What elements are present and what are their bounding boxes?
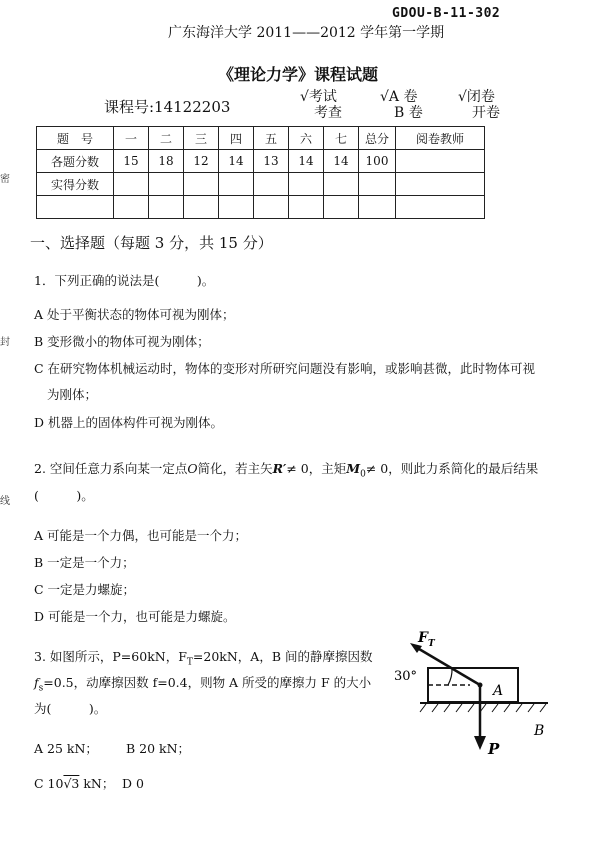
force-point — [478, 683, 483, 688]
exam-title: 《理论力学》课程试题 — [218, 65, 379, 84]
q1-option-a: A 处于平衡状态的物体可视为刚体； — [34, 307, 235, 322]
q3-option-b: B 20 kN； — [126, 741, 191, 756]
q3-option-a: A 25 kN； — [34, 741, 98, 756]
q1-option-c-cont: 为刚体； — [47, 387, 98, 402]
label-ft: $F_T$ — [418, 630, 435, 649]
score-table-blank-row — [37, 196, 485, 219]
paper-version-option: √A 卷 B 卷 — [380, 89, 423, 121]
score-table — [36, 126, 485, 219]
tension-force-arrow — [414, 646, 480, 685]
q2-answer-blank: ( )。 — [34, 488, 94, 503]
q1-option-b: B 变形微小的物体可视为刚体； — [34, 334, 210, 349]
q2-option-c: C 一定是力螺旋； — [34, 582, 136, 597]
score-table-actual-row: 实得分数 — [37, 173, 485, 196]
q2-option-b: B 一定是一个力； — [34, 555, 135, 570]
q1-option-d: D 机器上的固体构件可视为刚体。 — [34, 415, 223, 430]
weight-arrowhead — [474, 736, 486, 750]
q3-option-d: D 0 — [122, 776, 144, 791]
section-heading: 一、选择题（每题 3 分，共 15 分） — [30, 234, 273, 252]
label-p: P — [488, 740, 500, 758]
label-a: A — [493, 683, 504, 699]
q3-figure — [388, 628, 558, 768]
question-1-stem: 1．下列正确的说法是( )。 — [34, 273, 215, 288]
margin-label-line: 线 — [0, 496, 10, 507]
label-angle: 30° — [394, 669, 418, 684]
question-3-line-3: 为( )。 — [34, 701, 107, 716]
question-3-line-2: $f_s=0.5$，动摩擦因数 f=0.4，则物 A 所受的摩擦力 F 的大小 — [34, 675, 372, 694]
exam-type-option: √考试 考查 — [300, 89, 342, 121]
q3-option-c: C 10√3 kN； — [34, 776, 115, 791]
score-table-header-row: 题 号 一 二 三 四 五 六 七 总分 阅卷教师 — [37, 127, 485, 150]
block-a — [428, 668, 518, 702]
score-table-points-row: 各题分数 15 18 12 14 13 14 14 100 — [37, 150, 485, 173]
q1-option-c: C 在研究物体机械运动时，物体的变形对所研究问题没有影响，或影响甚微，此时物体可视 — [34, 361, 536, 376]
book-type-option: √闭卷 开卷 — [458, 89, 500, 121]
university-term: 广东海洋大学 2011——2012 学年第一学期 — [168, 25, 445, 41]
q2-option-d: D 可能是一个力，也可能是力螺旋。 — [34, 609, 236, 624]
margin-label-seal: 密 — [0, 174, 10, 185]
question-3-line-1: 3. 如图所示，P=60kN，$F_T=20kN$，A，B 间的静摩擦因数 — [34, 649, 373, 668]
course-number: 课程号:14122203 — [104, 98, 231, 116]
q2-option-a: A 可能是一个力偶，也可能是一个力； — [34, 528, 248, 543]
margin-label-envelope: 封 — [0, 337, 10, 348]
ground-hatch — [420, 704, 546, 712]
angle-arc — [448, 668, 452, 685]
document-code: GDOU-B-11-302 — [392, 6, 501, 21]
question-2-stem: 2. 空间任意力系向某一定点O简化，若主矢R′≠ 0，主矩$M_0\ne 0$，则此力系简化的最后结果 — [34, 461, 539, 480]
label-b: B — [534, 723, 545, 739]
